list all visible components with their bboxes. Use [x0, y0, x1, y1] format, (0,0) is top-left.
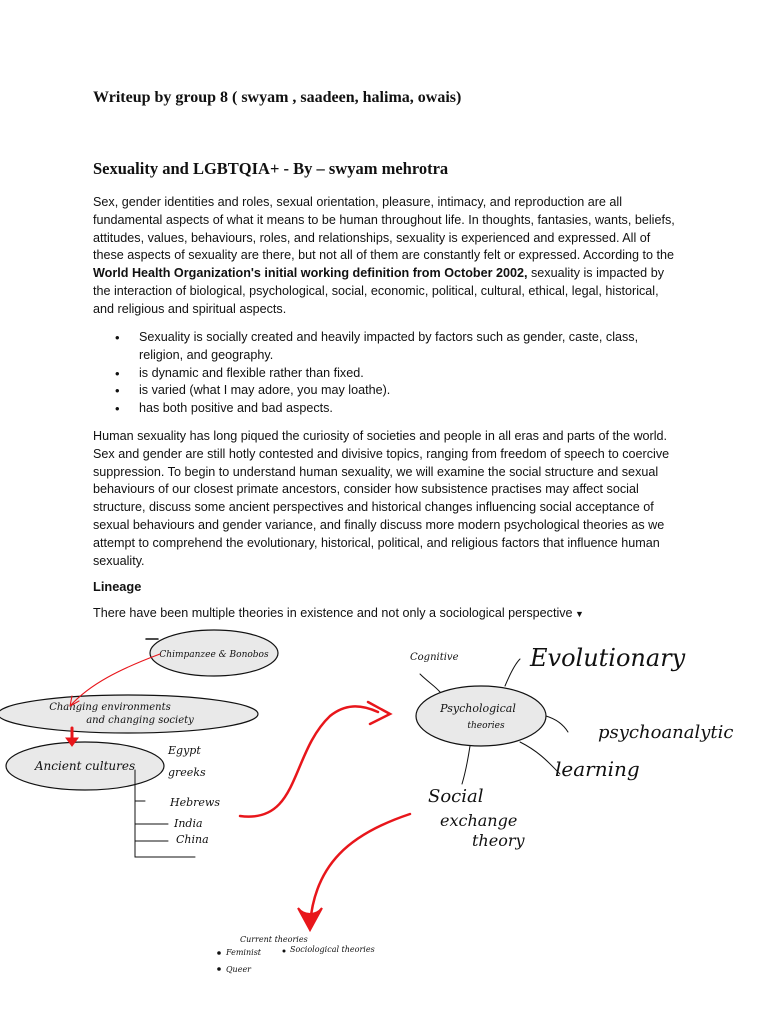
changing-environments-node [0, 695, 258, 733]
bullet-item: • is varied (what I may adore, you may loathe). [93, 382, 683, 400]
intro-text-2: sexuality is impacted by the interaction of biological, psychological, social, economic, political, cultural, ethical, legal, historical, and religious and spiritual aspects. [93, 266, 664, 316]
branch-cognitive: Cognitive [410, 652, 459, 663]
branch-psychoanalytic: psychoanalytic [598, 722, 734, 743]
lineage-heading: Lineage [93, 579, 142, 594]
ancient-cultures-label: Ancient cultures [34, 759, 136, 773]
bullet-item: • has both positive and bad aspects. [93, 400, 683, 418]
document-title: Writeup by group 8 ( swyam , saadeen, halima, owais) [93, 89, 462, 106]
psychological-theories-node [416, 686, 546, 746]
text-cursor-icon: ▼ [572, 609, 584, 619]
psychological-label-2: theories [467, 721, 505, 731]
hand-drawn-diagram [0, 624, 768, 1024]
current-feminist: Feminist [226, 948, 262, 957]
culture-egypt: Egypt [168, 744, 201, 757]
intro-bold-who: World Health Organization's initial working definition from October 2002, [93, 266, 528, 281]
ancient-to-psychological-arrow [240, 706, 378, 816]
branch-social-1: Social [428, 786, 484, 807]
branch-social-3: theory [472, 831, 525, 850]
arrow-head-icon [298, 908, 322, 930]
psychological-to-current-arrow [310, 814, 410, 924]
bullet-list [93, 329, 683, 418]
lineage-text [93, 605, 683, 624]
history-paragraph: Human sexuality has long piqued the curiosity of societies and people in all eras and parts of the world. Sex and gender are still hotly contested and divisive topics, ranging from freedom of speech to coercive suppression. To begin to understand human sexuality, we will examine the social structure and sexual behaviours of our closest primate ancestors, consider how subsistence practises may affect social structure, discuss some ancient perspectives and historical changes influencing social acceptance of sexual behaviours and gender variance, and finally discuss more modern psychological theories as we attempt to comprehend the evolutionary, historical, political, and religious factors that influence human sexuality. [93, 429, 670, 568]
branch-social-2: exchange [440, 811, 518, 830]
current-theories-title: Current theories [240, 935, 308, 944]
intro-text-1: Sex, gender identities and roles, sexual orientation, pleasure, intimacy, and reproduction are all fundamental aspects of what it means to be human throughout life. In thoughts, fantasies, wants, beliefs, attitudes, values, behaviours, roles, and relationships, sexuality is experienced and expressed. All of these aspects of sexuality are there, but not all of them are constantly felt or expressed. According to the [93, 195, 675, 263]
changing-environments-label-2: and changing society [86, 715, 194, 726]
branch-evolutionary: Evolutionary [530, 644, 686, 672]
culture-china: China [176, 833, 209, 846]
culture-india: India [174, 817, 203, 830]
culture-hebrews: Hebrews [170, 796, 220, 809]
culture-greeks: greeks [168, 766, 206, 779]
intro-paragraph [93, 194, 683, 319]
lineage-sentence: There have been multiple theories in existence and not only a sociological perspective [93, 606, 573, 620]
bullet-item: • Sexuality is socially created and heavily impacted by factors such as gender, caste, class, religion, and geography. [93, 329, 683, 365]
chimpanzee-label: Chimpanzee & Bonobos [159, 650, 269, 660]
psychological-label-1: Psychological [440, 702, 516, 715]
branch-learning: learning [555, 757, 640, 781]
changing-environments-label-1: Changing environments [49, 702, 171, 713]
section-title: Sexuality and LGBTQIA+ - By – swyam mehrotra [93, 159, 449, 178]
bullet-item: • is dynamic and flexible rather than fixed. [93, 365, 683, 383]
current-sociological: Sociological theories [290, 945, 375, 954]
current-queer: Queer [226, 965, 252, 974]
